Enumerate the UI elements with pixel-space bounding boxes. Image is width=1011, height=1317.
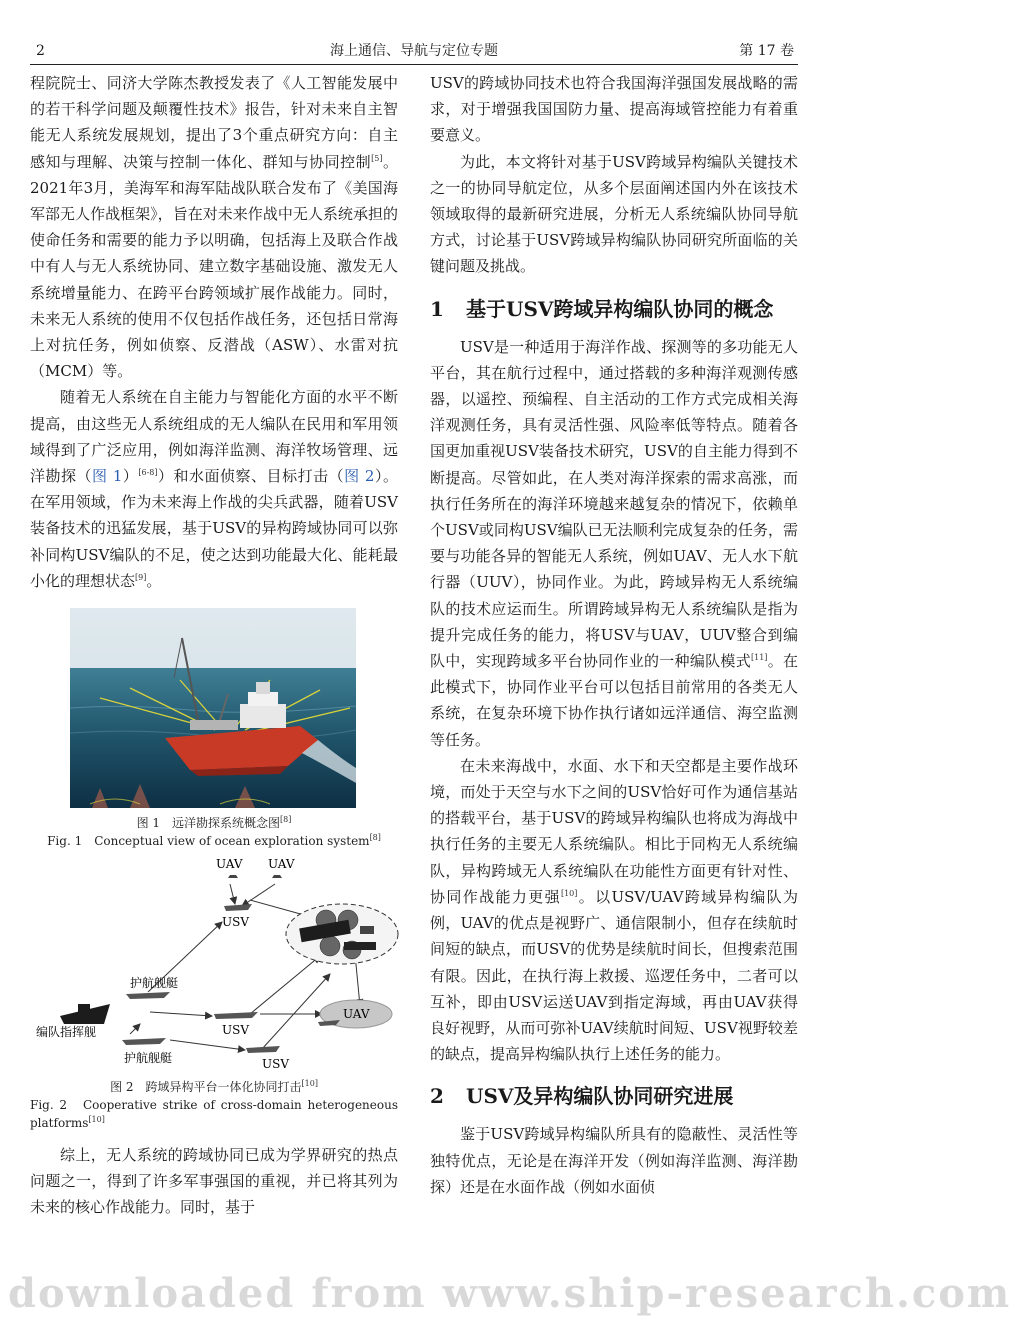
figure-2-caption-cn: 图 2 跨域异构平台一体化协同打击[10] [110,1079,318,1095]
usv-mid-label: USV [222,1023,249,1038]
citation[interactable]: [10] [560,888,578,898]
uav-top-left-label: UAV [216,857,243,872]
uav-top-right-label: UAV [268,857,295,872]
download-watermark: downloaded from www.ship-research.com [8,1270,1011,1317]
escort-lower-label: 护航舰艇 [124,1051,173,1066]
journal-title: 海上通信、导航与定位专题 [330,43,498,59]
section-1-heading: 1 基于USV跨域异构编队协同的概念 [430,296,774,321]
command-ship-label: 编队指挥舰 [36,1025,97,1040]
figure-1-image [70,608,356,808]
citation[interactable]: [5] [371,153,383,163]
paragraph: USV的跨域协同技术也符合我国海洋强国发展战略的需求，对于增强我国国防力量、提高海域管控能力有着重要意义。 [430,74,798,145]
figure-1-caption-cn: 图 1 远洋勘探系统概念图[8] [136,815,292,831]
paragraph: 综上，无人系统的跨域协同已成为学界研究的热点问题之一，得到了许多军事强国的重视，并已将其列为未来的核心作战能力。同时，基于 [30,1146,398,1217]
volume-label: 第 17 卷 [739,43,794,59]
running-header [30,40,798,65]
usv-top-label: USV [222,915,249,930]
figure-2-caption-en: Fig. 2 Cooperative strike of cross-domain heterogeneous platforms[10] [30,1098,398,1131]
citation[interactable]: [9] [135,572,147,582]
paragraph: 程院院士、同济大学陈杰教授发表了《人工智能发展中的若干科学问题及颠覆性技术》报告，针对未来自主智能无人系统发展规划，提出了3个重点研究方向：自主感知与理解、决策与控制一体化、群知与协同控制[5]。2021年3月，美海军和海军陆战队联合发布了《美国海军部无人作战框架》，旨在对未来作战中无人系统承担的使命任务和需要的能力予以明确，包括海上及联合作战中有人与无人系统协同、建立数字基础设施、激发无人系统增量能力、在跨平台跨领域扩展作战能力。同时，未来无人系统的使用不仅包括作战任务，还包括日常海上对抗任务，例如侦察、反潜战（ASW）、水雷对抗（MCM）等。 [30,74,398,381]
right-column [430,70,798,1200]
uav-right-label: UAV [343,1007,370,1022]
escort-upper-label: 护航舰艇 [130,976,179,991]
uav-icon [228,875,282,878]
section-2-heading: 2 USV及异构编队协同研究进展 [430,1084,734,1109]
cross-domain-strike-diagram [30,854,398,1074]
usv-bottom-label: USV [262,1057,289,1072]
figure-2-diagram [30,854,398,1074]
citation[interactable]: [6-8] [138,468,158,478]
citation[interactable]: [11] [750,653,768,663]
paragraph: 鉴于USV跨域异构编队所具有的隐蔽性、灵活性等独特优点，无论是在海洋开发（例如海洋监测、海洋勘探）还是在水面作战（例如水面侦 [430,1125,798,1196]
paragraph: USV是一种适用于海洋作战、探测等的多功能无人平台，其在航行过程中，通过搭载的多种海洋观测传感器，以遥控、预编程、自主活动的工作方式完成相关海洋观测任务，具有灵活性强、风险率低等特点。随着各国更加重视USV装备技术研究，USV的自主能力得到不断提高。尽管如此，在人类对海洋探索的需求高涨，而执行任务所在的海洋环境越来越复杂的情况下，依赖单个USV或同构USV编队已无法顺利完成复杂的任务，需要与功能各异的智能无人系统，例如UAV、无人水下航行器（UUV），协同作业。为此，跨域异构无人系统编队的技术应运而生。所谓跨域异构无人系统编队是指为提升完成任务的能力，将USV与UAV，UUV整合到编队中，实现跨域多平台协同作业的一种编队模式[11]。在此模式下，协同作业平台可以包括目前常用的各类无人系统，在复杂环境下协作执行诸如远洋通信、海空监测等任务。 [430,337,798,749]
paragraph: 在未来海战中，水面、水下和天空都是主要作战环境，而处于天空与水下之间的USV恰好可作为通信基站的搭载平台，基于USV的跨域异构编队也将成为海战中执行任务的主要无人系统编队。相比于同构无人系统编队，异构跨域无人系统编队在功能性方面更有针对性、协同作战能力更强[10]。以USV/UAV跨域异构编队为例，UAV的优点是视野广、通信限制小，但存在续航时间短的缺点，而USV的优势是续航时间长，但搜索范围有限。因此，在执行海上救援、巡逻任务中，二者可以互补，即由USV运送UAV到指定海域，再由UAV获得良好视野，从而可弥补UAV续航时间短、USV视野较差的缺点，提高异构编队执行上述任务的能力。 [430,756,798,1064]
ocean-exploration-illustration [70,608,356,808]
figure-1-caption-en: Fig. 1 Conceptual view of ocean exploration system[8] [47,833,381,849]
figure-link[interactable]: 图 1 [92,467,123,486]
paragraph: 为此，本文将针对基于USV跨域异构编队关键技术之一的协同导航定位，从多个层面阐述国内外在该技术领域取得的最新研究进展，分析无人系统编队协同导航方式，讨论基于USV跨域异构编队协同研究所面临的关键问题及挑战。 [430,152,798,276]
page-number: 2 [36,43,45,59]
paragraph: 随着无人系统在自主能力与智能化方面的水平不断提高，由这些无人系统组成的无人编队在民用和军用领域得到了广泛应用，例如海洋监测、海洋牧场管理、远洋勘探（图 1）[6-8]）和水面侦察、目标打击（图 2）。在军用领域，作为未来海上作战的尖兵武器，随着USV装备技术的迅猛发展，基于USV的异构跨域协同可以弥补同构USV编队的不足，使之达到功能最大化、能耗最小化的理想状态[9]。 [30,388,398,590]
left-column [30,70,398,1221]
figure-link[interactable]: 图 2 [344,467,375,486]
